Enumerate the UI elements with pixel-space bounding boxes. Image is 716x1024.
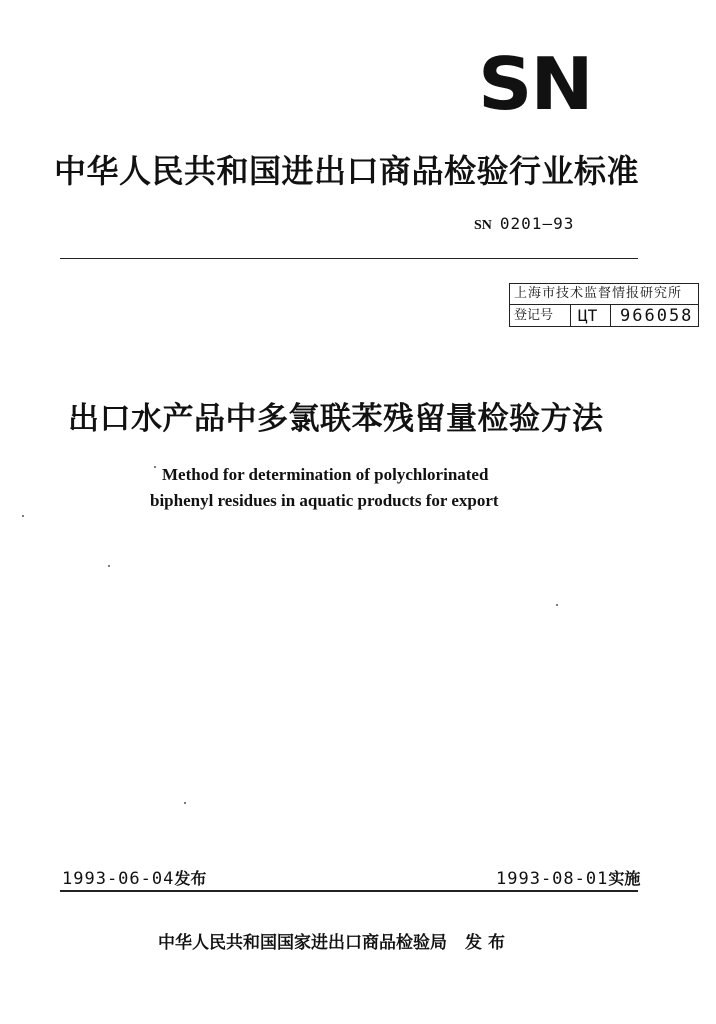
stamp-class: ЦТ (578, 306, 598, 325)
issuing-authority (158, 928, 511, 953)
issue-date (62, 866, 206, 889)
issue-date-word: 发布 (174, 869, 207, 888)
library-stamp (509, 283, 699, 327)
standard-category-title: 中华人民共和国进出口商品检验行业标准 (54, 152, 640, 190)
document-title-chinese: 出口水产品中多氯联苯残留量检验方法 (68, 401, 604, 437)
stamp-label: 登记号 (514, 308, 554, 323)
stamp-divider (570, 305, 571, 326)
footer-divider (60, 890, 638, 892)
english-title-line-1: Method for determination of polychlorinated (162, 465, 489, 484)
english-title-line-2: biphenyl residues in aquatic products for export (150, 491, 499, 510)
issue-date-value: 1993-06-04 (62, 869, 175, 889)
implementation-date-value: 1993-08-01 (496, 869, 609, 889)
scan-speck (184, 802, 186, 804)
scan-speck (556, 604, 558, 606)
implementation-date (496, 866, 640, 889)
standard-code-prefix: SN (474, 218, 492, 233)
stamp-registration-row (510, 305, 698, 326)
issuer-action: 发布 (465, 933, 511, 953)
implementation-date-word: 实施 (608, 869, 641, 888)
header-divider (60, 258, 638, 259)
stamp-institution: 上海市技术监督情报研究所 (510, 284, 698, 305)
issuer-name: 中华人民共和国国家进出口商品检验局 (158, 933, 447, 953)
document-title-english (150, 462, 570, 514)
stamp-number: 966058 (620, 306, 694, 326)
stamp-divider (610, 305, 611, 326)
sn-logo: SN (478, 42, 592, 126)
standard-code (474, 214, 574, 234)
scan-speck (108, 565, 110, 567)
standard-code-number: 0201—93 (499, 214, 575, 233)
scan-speck (154, 466, 156, 468)
scan-speck (22, 515, 24, 517)
